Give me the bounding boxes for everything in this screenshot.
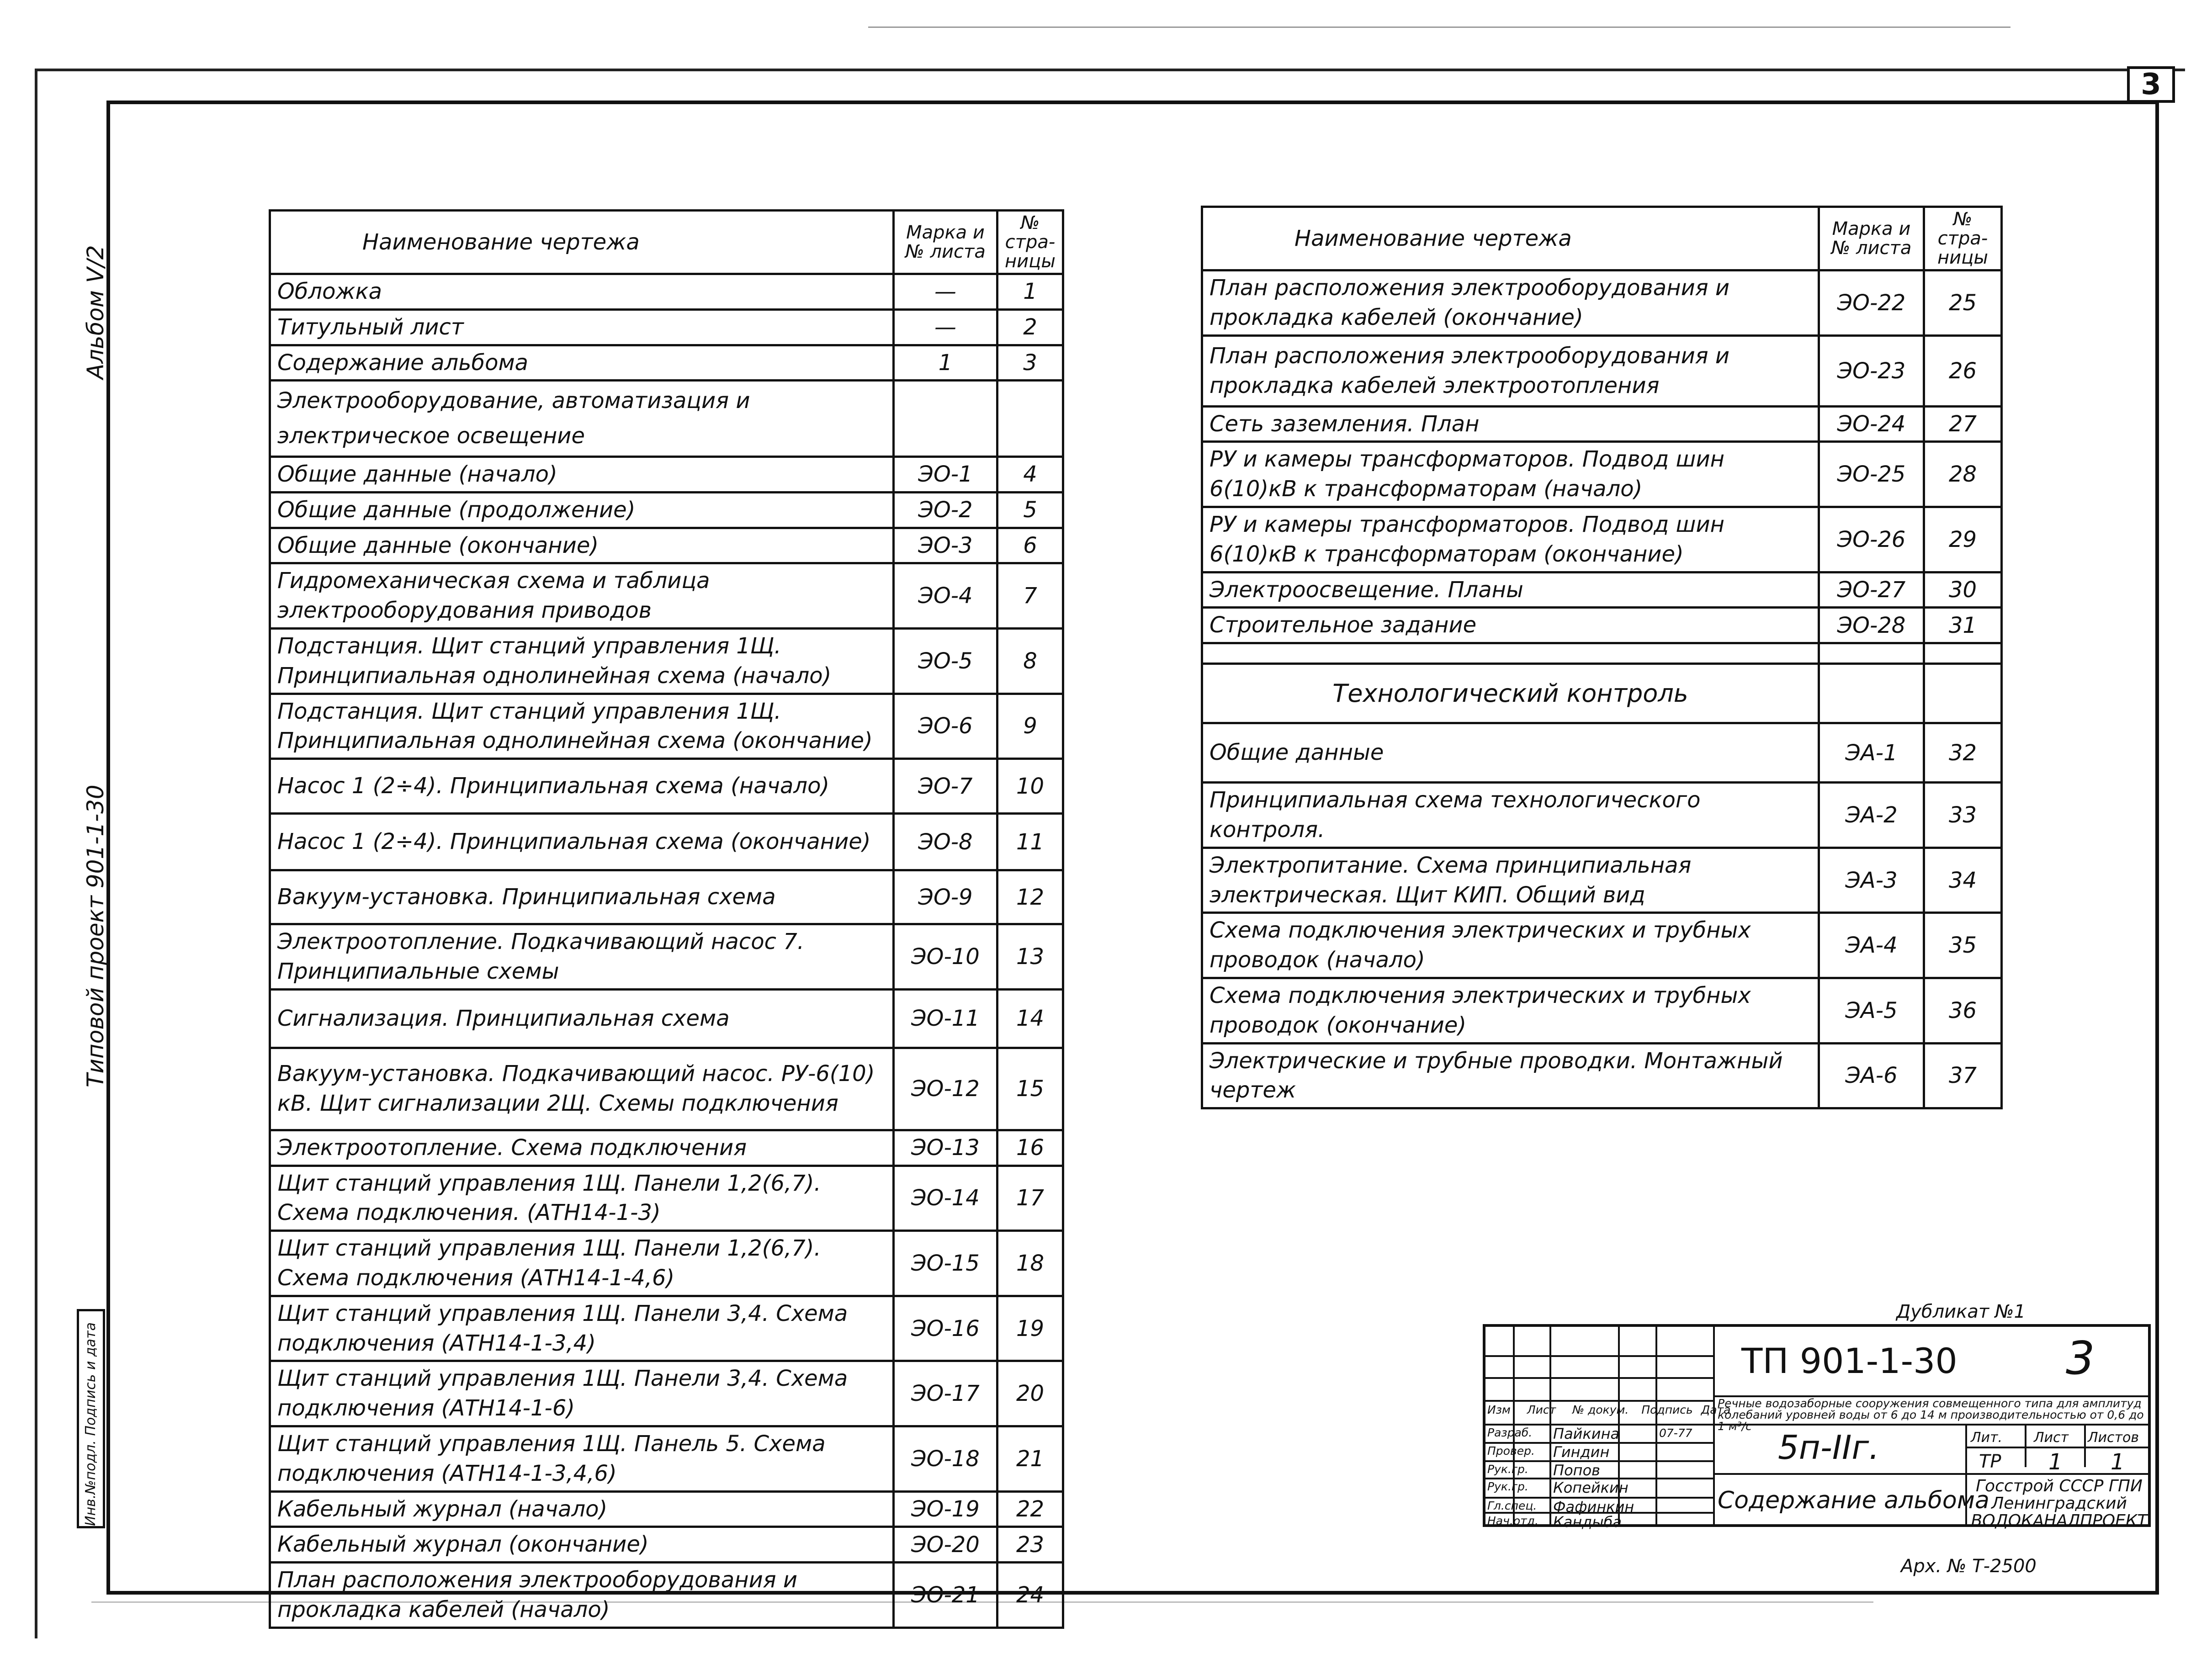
- role-name: Кандыба: [1553, 1513, 1622, 1531]
- page-number: 30: [1924, 572, 2002, 608]
- table-row: [1202, 442, 2002, 507]
- table-row: [270, 1527, 1063, 1563]
- drawing-name: Вакуум-установка. Подкачивающий насос. РУ-6(10) кВ. Щит сигнализации 2Щ. Схемы подключения: [270, 1048, 894, 1130]
- role-label: Нач.отд.: [1487, 1514, 1538, 1527]
- drawing-mark: ЭО-2: [894, 492, 997, 528]
- drawing-mark: ЭА-2: [1819, 783, 1924, 848]
- drawing-name: Щит станций управления 1Щ. Панели 1,2(6,7). Схема подключения. (АТН14-1-3): [270, 1166, 894, 1231]
- drawing-mark: ЭО-15: [894, 1231, 997, 1296]
- role-label: Разраб.: [1487, 1426, 1533, 1439]
- empty-cell: [1924, 664, 2002, 723]
- page-number: 36: [1924, 978, 2002, 1043]
- handwritten-sheet: 3: [2066, 1331, 2095, 1385]
- lit-value: ТР: [1979, 1451, 2001, 1472]
- table-row: [1202, 664, 2002, 723]
- table-row: [270, 1231, 1063, 1296]
- role-label: Гл.спец.: [1487, 1499, 1537, 1512]
- table-row: [270, 563, 1063, 629]
- page-number: 10: [997, 759, 1063, 814]
- drawing-mark: ЭО-27: [1819, 572, 1924, 608]
- drawing-name: Щит станций управления 1Щ. Панели 1,2(6,7). Схема подключения (АТН14-1-4,6): [270, 1231, 894, 1296]
- lit-header: Лит.: [1971, 1430, 2003, 1446]
- drawing-name: Общие данные (начало): [270, 456, 894, 492]
- drawing-name: Щит станций управления 1Щ. Панели 3,4. Схема подключения (АТН14-1-6): [270, 1361, 894, 1426]
- table-row: [270, 528, 1063, 563]
- drawing-name: Схема подключения электрических и трубных проводок (начало): [1202, 913, 1819, 978]
- page-number: 37: [1924, 1043, 2002, 1108]
- table-row: [270, 989, 1063, 1048]
- drawing-mark: —: [894, 309, 997, 345]
- table-row: [1202, 270, 2002, 336]
- drawing-title: Содержание альбома: [1718, 1487, 1989, 1514]
- table-row: [270, 309, 1063, 345]
- page-number: 24: [997, 1563, 1063, 1628]
- table-row: [1202, 978, 2002, 1043]
- table-row: [1202, 848, 2002, 913]
- sheet-value: 1: [2048, 1449, 2063, 1475]
- drawing-mark: ЭА-5: [1819, 978, 1924, 1043]
- drawing-mark: ЭО-4: [894, 563, 997, 629]
- page-number: [1924, 643, 2002, 664]
- sign-date: 07-77: [1659, 1426, 1692, 1440]
- drawing-name: Электроосвещение. Планы: [1202, 572, 1819, 608]
- page-number: 1: [997, 274, 1063, 310]
- role-name: Фафинкин: [1553, 1498, 1634, 1516]
- empty-cell: [997, 381, 1063, 457]
- role-name: Пайкина: [1553, 1425, 1620, 1442]
- page-number: 31: [1924, 608, 2002, 643]
- page-number: 6: [997, 528, 1063, 563]
- page-number: 19: [997, 1296, 1063, 1361]
- table-row: [270, 814, 1063, 870]
- page-number: 28: [1924, 442, 2002, 507]
- drawing-mark: ЭО-28: [1819, 608, 1924, 643]
- page-number: 11: [997, 814, 1063, 870]
- drawing-name: Общие данные: [1202, 723, 1819, 783]
- contents-table-right: [1201, 206, 2003, 1109]
- table-row: [1202, 1043, 2002, 1108]
- table-row: [270, 1426, 1063, 1491]
- table-row: [1202, 723, 2002, 783]
- empty-cell: [1819, 664, 1924, 723]
- table-row: [270, 870, 1063, 924]
- section-title: Технологический контроль: [1202, 664, 1819, 723]
- drawing-mark: ЭО-19: [894, 1491, 997, 1527]
- drawing-mark: ЭО-16: [894, 1296, 997, 1361]
- drawing-mark: ЭО-10: [894, 924, 997, 990]
- header-mark: Марка и № листа: [894, 211, 997, 274]
- drawing-mark: ЭО-22: [1819, 270, 1924, 336]
- drawing-name: План расположения электрооборудования и прокладка кабелей (окончание): [1202, 270, 1819, 336]
- drawing-mark: ЭО-8: [894, 814, 997, 870]
- drawing-name: Электроотопление. Подкачивающий насос 7. Принципиальные схемы: [270, 924, 894, 990]
- table-row: [270, 1130, 1063, 1166]
- sheet-header: Лист: [2034, 1430, 2069, 1446]
- page-number: 34: [1924, 848, 2002, 913]
- archive-number: Арх. № Т-2500: [1901, 1556, 2037, 1577]
- page-number: 18: [997, 1231, 1063, 1296]
- table-row: [1202, 608, 2002, 643]
- contents-table-left: [269, 209, 1064, 1629]
- project-description: Речные водозаборные сооружения совмещенного типа для амплитуд колебаний уровней воды от 6 до 14 м производительностью от 0,6 до 1 м³/с: [1718, 1397, 2144, 1433]
- drawing-mark: ЭО-20: [894, 1527, 997, 1563]
- sheet-number: 3: [2127, 66, 2175, 103]
- empty-cell: [894, 381, 997, 457]
- drawing-name: Строительное задание: [1202, 608, 1819, 643]
- drawing-mark: [1819, 643, 1924, 664]
- header-page: № стра-ницы: [1924, 207, 2002, 270]
- drawing-name: Насос 1 (2÷4). Принципиальная схема (окончание): [270, 814, 894, 870]
- drawing-mark: ЭО-23: [1819, 335, 1924, 406]
- page-number: 32: [1924, 723, 2002, 783]
- drawing-mark: ЭО-24: [1819, 406, 1924, 442]
- role-label: Рук.гр.: [1487, 1463, 1528, 1476]
- drawing-name: План расположения электрооборудования и прокладка кабелей электроотопления: [1202, 335, 1819, 406]
- col-headers: Изм Лист № докум. Подпись Дата: [1487, 1403, 1731, 1416]
- role-label: Рук.гр.: [1487, 1480, 1528, 1493]
- duplicate-note: Дубликат №1: [1896, 1301, 2026, 1322]
- page-number: 17: [997, 1166, 1063, 1231]
- drawing-mark: ЭО-14: [894, 1166, 997, 1231]
- table-row: [1202, 335, 2002, 406]
- page-number: 14: [997, 989, 1063, 1048]
- section-title: Электрооборудование, автоматизация и электрическое освещение: [270, 381, 894, 457]
- table-row: [1202, 783, 2002, 848]
- page-number: 3: [997, 345, 1063, 381]
- scan-artifact-top: [868, 27, 2010, 28]
- page-number: 12: [997, 870, 1063, 924]
- drawing-name: Принципиальная схема технологического контроля.: [1202, 783, 1819, 848]
- drawing-name: Электрические и трубные проводки. Монтажный чертеж: [1202, 1043, 1819, 1108]
- page-number: 16: [997, 1130, 1063, 1166]
- table-row: [270, 1048, 1063, 1130]
- drawing-mark: ЭА-4: [1819, 913, 1924, 978]
- drawing-name: Кабельный журнал (начало): [270, 1491, 894, 1527]
- drawing-name: План расположения электрооборудования и прокладка кабелей (начало): [270, 1563, 894, 1628]
- album-label: Альбом V/2: [82, 245, 109, 379]
- table-row: [270, 456, 1063, 492]
- header-page: № стра-ницы: [997, 211, 1063, 274]
- drawing-mark: ЭО-12: [894, 1048, 997, 1130]
- page-number: 20: [997, 1361, 1063, 1426]
- inventory-stamp: [77, 1309, 105, 1528]
- header-name: Наименование чертежа: [1202, 207, 1819, 270]
- drawing-name: Сеть заземления. План: [1202, 406, 1819, 442]
- table-row: [1202, 406, 2002, 442]
- role-label: Провер.: [1487, 1444, 1535, 1458]
- drawing-name: Щит станций управления 1Щ. Панели 3,4. Схема подключения (АТН14-1-3,4): [270, 1296, 894, 1361]
- table-row: [270, 1361, 1063, 1426]
- drawing-mark: ЭО-21: [894, 1563, 997, 1628]
- table-row: [1202, 913, 2002, 978]
- role-name: Копейкин: [1553, 1479, 1628, 1496]
- drawing-mark: ЭО-9: [894, 870, 997, 924]
- page-number: 23: [997, 1527, 1063, 1563]
- page-number: 22: [997, 1491, 1063, 1527]
- drawing-name: Вакуум-установка. Принципиальная схема: [270, 870, 894, 924]
- drawing-mark: —: [894, 274, 997, 310]
- drawing-mark: ЭО-7: [894, 759, 997, 814]
- table-row: [270, 1296, 1063, 1361]
- table-row: [270, 759, 1063, 814]
- drawing-name: Щит станций управления 1Щ. Панель 5. Схема подключения (АТН14-1-3,4,6): [270, 1426, 894, 1491]
- page-number: 2: [997, 309, 1063, 345]
- inventory-stamp-label: Инв.№подл. Подпись и дата: [83, 1322, 99, 1526]
- table-row: [270, 492, 1063, 528]
- table-row: [1202, 643, 2002, 664]
- drawing-name: Подстанция. Щит станций управления 1Щ. Принципиальная однолинейная схема (окончание): [270, 694, 894, 759]
- drawing-name: Обложка: [270, 274, 894, 310]
- drawing-name: Электроотопление. Схема подключения: [270, 1130, 894, 1166]
- sheets-header: Листов: [2088, 1430, 2139, 1446]
- role-name: Гиндин: [1553, 1443, 1610, 1461]
- drawing-mark: 1: [894, 345, 997, 381]
- document-code: ТП 901-1-30: [1741, 1341, 1957, 1381]
- header-mark: Марка и № листа: [1819, 207, 1924, 270]
- page-number: 21: [997, 1426, 1063, 1491]
- page-number: 33: [1924, 783, 2002, 848]
- table-row: [270, 628, 1063, 694]
- handwritten-code: 5п-IIг.: [1778, 1428, 1880, 1467]
- page-number: 25: [1924, 270, 2002, 336]
- sheets-value: 1: [2111, 1449, 2125, 1475]
- drawing-mark: ЭО-5: [894, 628, 997, 694]
- drawing-name: РУ и камеры трансформаторов. Подвод шин 6(10)кВ к трансформаторам (окончание): [1202, 507, 1819, 572]
- drawing-mark: ЭО-17: [894, 1361, 997, 1426]
- role-name: Попов: [1553, 1462, 1600, 1479]
- table-row: [1202, 572, 2002, 608]
- page-number: 26: [1924, 335, 2002, 406]
- table-row: [270, 694, 1063, 759]
- drawing-mark: ЭО-18: [894, 1426, 997, 1491]
- drawing-mark: ЭО-11: [894, 989, 997, 1048]
- drawing-name: Общие данные (продолжение): [270, 492, 894, 528]
- drawing-name: Электропитание. Схема принципиальная электрическая. Щит КИП. Общий вид: [1202, 848, 1819, 913]
- title-block: [1483, 1324, 2151, 1531]
- header-name: Наименование чертежа: [270, 211, 894, 274]
- page-number: 29: [1924, 507, 2002, 572]
- drawing-mark: ЭО-25: [1819, 442, 1924, 507]
- drawing-name: Подстанция. Щит станций управления 1Щ. Принципиальная однолинейная схема (начало): [270, 628, 894, 694]
- page-number: 7: [997, 563, 1063, 629]
- drawing-name: Гидромеханическая схема и таблица электрооборудования приводов: [270, 563, 894, 629]
- drawing-name: [1202, 643, 1819, 664]
- page-number: 15: [997, 1048, 1063, 1130]
- drawing-mark: ЭО-26: [1819, 507, 1924, 572]
- drawing-mark: ЭА-6: [1819, 1043, 1924, 1108]
- page-number: 5: [997, 492, 1063, 528]
- table-row: [270, 345, 1063, 381]
- page-number: 13: [997, 924, 1063, 990]
- drawing-mark: ЭО-13: [894, 1130, 997, 1166]
- table-row: [270, 274, 1063, 310]
- table-row: [1202, 507, 2002, 572]
- page-number: 27: [1924, 406, 2002, 442]
- drawing-mark: ЭА-3: [1819, 848, 1924, 913]
- page-number: 8: [997, 628, 1063, 694]
- drawing-name: Схема подключения электрических и трубных проводок (окончание): [1202, 978, 1819, 1043]
- table-row: [270, 1491, 1063, 1527]
- page-number: 9: [997, 694, 1063, 759]
- drawing-name: Общие данные (окончание): [270, 528, 894, 563]
- project-label: Типовой проект 901-1-30: [82, 784, 109, 1087]
- drawing-name: Сигнализация. Принципиальная схема: [270, 989, 894, 1048]
- drawing-name: Кабельный журнал (окончание): [270, 1527, 894, 1563]
- drawing-mark: ЭО-3: [894, 528, 997, 563]
- drawing-name: Содержание альбома: [270, 345, 894, 381]
- table-row: [270, 924, 1063, 990]
- page-number: 4: [997, 456, 1063, 492]
- drawing-name: РУ и камеры трансформаторов. Подвод шин 6(10)кВ к трансформаторам (начало): [1202, 442, 1819, 507]
- table-row: [270, 381, 1063, 457]
- table-row: [270, 1166, 1063, 1231]
- page-number: 35: [1924, 913, 2002, 978]
- organization: Госстрой СССР ГПИ Ленинградский ВОДОКАНАЛПРОЕКТ: [1971, 1477, 2148, 1530]
- drawing-mark: ЭО-1: [894, 456, 997, 492]
- drawing-mark: ЭО-6: [894, 694, 997, 759]
- table-row: [270, 1563, 1063, 1628]
- drawing-name: Насос 1 (2÷4). Принципиальная схема (начало): [270, 759, 894, 814]
- drawing-mark: ЭА-1: [1819, 723, 1924, 783]
- drawing-name: Титульный лист: [270, 309, 894, 345]
